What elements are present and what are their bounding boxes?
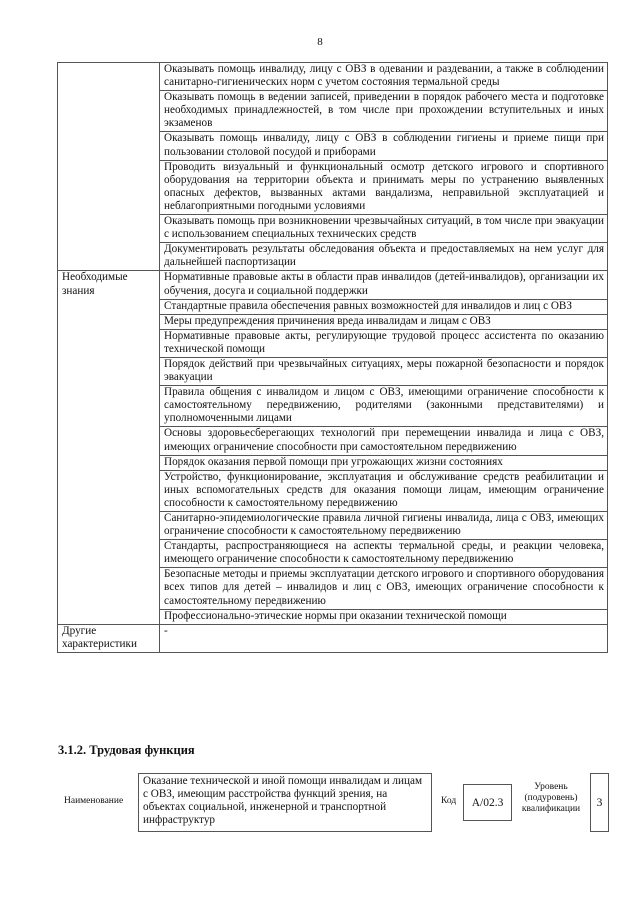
code-caption: Код — [441, 796, 457, 806]
row-description: Оказывать помощь инвалиду, лицу с ОВЗ в соблюдении гигиены и приеме пищи при пользовании столовой посудой и приборами — [160, 132, 608, 160]
row-description: Правила общения с инвалидом и лицом с ОВЗ, имеющими ограничение способности к самостоятельному передвижению, родителями (законными представителями) и уполномоченными лицами — [160, 386, 608, 427]
qualification-level-box: 3 — [590, 773, 609, 832]
row-description: Стандартные правила обеспечения равных возможностей для инвалидов и лиц с ОВЗ — [160, 299, 608, 314]
function-code-box: A/02.3 — [463, 784, 512, 821]
row-description: Меры предупреждения причинения вреда инвалидам и лицам с ОВЗ — [160, 314, 608, 329]
row-description: Безопасные методы и приемы эксплуатации детского игрового и спортивного оборудования всех типов для детей – инвалидов и лиц с ОВЗ, имеющих ограничение способности к самостоятельному передвижению — [160, 568, 608, 609]
row-description: Профессионально-этические нормы при оказании технической помощи — [160, 609, 608, 624]
row-description: Оказывать помощь инвалиду, лицу с ОВЗ в одевании и раздевании, а также в соблюдении санитарно-гигиенических норм с учетом состояния термальной среды — [160, 63, 608, 91]
table-body — [58, 63, 608, 653]
row-description: Стандарты, распространяющиеся на аспекты термальной среды, и реакции человека, имеющего ограничение способности к самостоятельному передвижению — [160, 540, 608, 568]
row-description: Документировать результаты обследования объекта и предоставляемых на нем услуг для дальнейшей паспортизации — [160, 243, 608, 271]
row-description: Оказывать помощь в ведении записей, приведении в порядок рабочего места и подготовке необходимых принадлежностей, в том числе при прохождении вступительных и иных экзаменов — [160, 91, 608, 132]
row-description: Порядок оказания первой помощи при угрожающих жизни состояниях — [160, 455, 608, 470]
page-number: 8 — [317, 36, 323, 48]
row-description: Санитарно-эпидемиологические правила личной гигиены инвалида, лица с ОВЗ, имеющих ограничение способности к самостоятельному передвижению — [160, 512, 608, 540]
table-row — [58, 624, 608, 652]
table-row — [58, 271, 608, 299]
row-category-label — [58, 63, 160, 271]
row-description: Устройство, функционирование, эксплуатация и обслуживание средств реабилитации и иных вспомогательных средств для оказания помощи лицам, имеющим ограничение способности к самостоятельному передвижению — [160, 470, 608, 511]
row-category-label: Другие характеристики — [58, 624, 160, 652]
name-caption: Наименование — [64, 796, 124, 806]
row-description: Нормативные правовые акты, регулирующие трудовой процесс ассистента по оказанию технической помощи — [160, 329, 608, 357]
row-description: Проводить визуальный и функциональный осмотр детского игрового и спортивного оборудования на территории объекта и принимать меры по устранению выявленных опасных дефектов, вызванных актами вандализма, неправильной эксплуатацией и неблагоприятными погодными условиями — [160, 160, 608, 214]
row-description: Нормативные правовые акты в области прав инвалидов (детей-инвалидов), организации их обучения, досуга и социальной поддержки — [160, 271, 608, 299]
labor-function-header — [0, 773, 640, 843]
section-heading: 3.1.2. Трудовая функция — [58, 743, 195, 757]
row-description: Основы здоровьесберегающих технологий при перемещении инвалида и лица с ОВЗ, имеющих ограничение способности при самостоятельном передвижению — [160, 427, 608, 455]
row-category-label: Необходимые знания — [58, 271, 160, 624]
function-name-box: Оказание технической и иной помощи инвалидам и лицам с ОВЗ, имеющим расстройства функций зрения, на объектах социальной, инженерной и транспортной инфраструктур — [138, 773, 432, 832]
knowledge-skills-table — [57, 62, 608, 653]
row-description: - — [160, 624, 608, 652]
level-caption: Уровень (подуровень) квалификации — [521, 782, 581, 814]
table-row — [58, 63, 608, 91]
row-description: Оказывать помощь при возникновении чрезвычайных ситуаций, в том числе при эвакуации с использованием специальных технических средств — [160, 215, 608, 243]
row-description: Порядок действий при чрезвычайных ситуациях, меры пожарной безопасности и порядок эвакуации — [160, 357, 608, 385]
